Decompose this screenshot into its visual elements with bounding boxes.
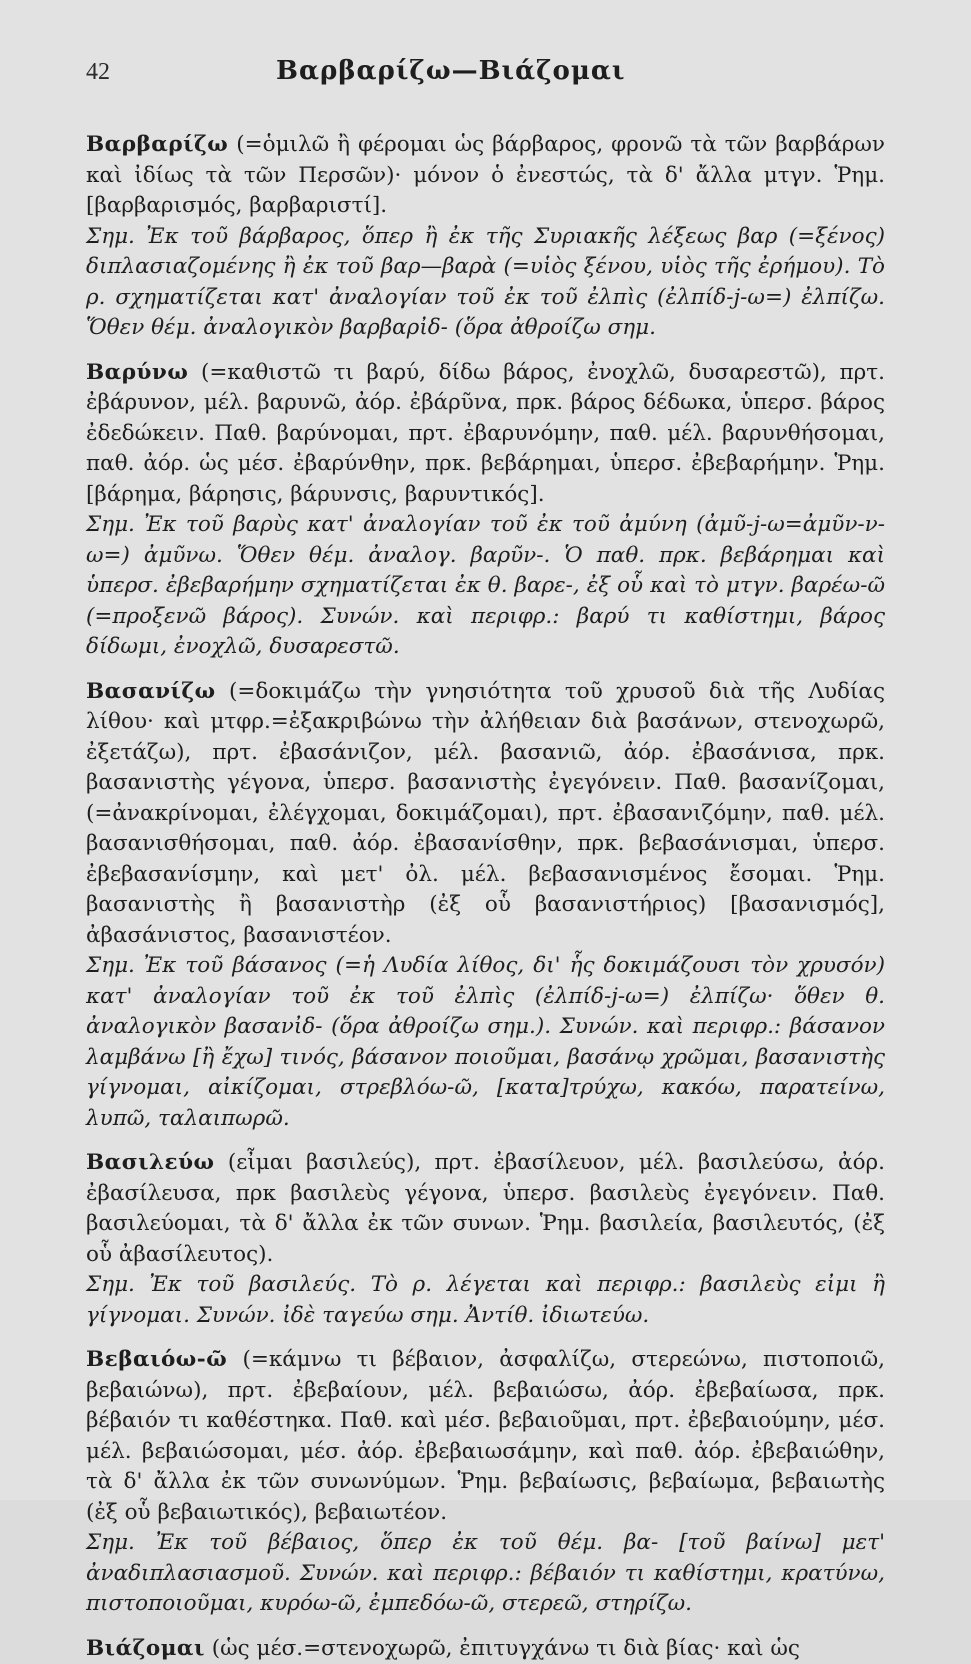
entry-note: Σημ. Ἐκ τοῦ βασιλεύς. Τὸ ρ. λέγεται καὶ περιφρ.: βασιλεὺς εἰμι ἢ γίγνομαι. Συνών. ἰδὲ ταγεύω σημ. Ἀντίθ. ἰδιωτεύω. [86, 1270, 885, 1331]
entry-basanizo [86, 677, 885, 1135]
entry-body: (ὡς μέσ.=στενοχωρῶ, ἐπιτυγχάνω τι διὰ βίας· καὶ ὡς [205, 1636, 800, 1661]
entry-baryno [86, 358, 885, 663]
entry-text [86, 677, 885, 952]
entry-note: Σημ. Ἐκ τοῦ βαρὺς κατ' ἀναλογίαν τοῦ ἐκ τοῦ ἀμύνη (ἀμῦ-j-ω=ἀμῦν-ν-ω=) ἀμῦνω. Ὅθεν θέμ. ἀναλογ. βαρῦν-. Ὁ παθ. πρκ. βεβάρημαι καὶ ὑπερσ. ἐβεβαρήμην σχηματίζεται ἐκ θ. βαρε-, ἐξ οὗ καὶ τὸ μτγν. βαρέω-ῶ (=προξενῶ βάρος). Συνών. καὶ περιφρ.: βαρύ τι καθίστημι, βάρος δίδωμι, ἐνοχλῶ, δυσαρεστῶ. [86, 510, 885, 663]
entry-note: Σημ. Ἐκ τοῦ βάρβαρος, ὅπερ ἢ ἐκ τῆς Συριακῆς λέξεως βαρ (=ξένος) διπλασιαζομένης ἢ ἐκ τοῦ βαρ—βαρὰ (=υἱὸς ξένου, υἱὸς τῆς ἐρήμου). Τὸ ρ. σχηματίζεται κατ' ἀναλογίαν τοῦ ἐκ τοῦ ἐλπὶς (ἐλπίδ-j-ω=) ἐλπίζω. Ὅθεν θέμ. ἀναλογικὸν βαρβαρἰδ- (ὅρα ἀθροίζω σημ. [86, 222, 885, 344]
headword: Βαρύνω [86, 360, 188, 385]
running-head: Βαρβαρίζω—Βιάζομαι [276, 56, 626, 86]
entry-basileuo [86, 1148, 885, 1331]
entry-biazomai [86, 1634, 885, 1664]
entry-text [86, 358, 885, 511]
entry-text [86, 1148, 885, 1270]
page-header [86, 56, 885, 104]
entry-text [86, 1634, 885, 1664]
entry-body: (=ὁμιλῶ ἢ φέρομαι ὡς βάρβαρος, φρονῶ τὰ τῶν βαρβάρων καὶ ἰδίως τὰ τῶν Περσῶν)· μόνον ὁ ἐνεστώς, τὰ δ' ἄλλα μτγν. Ῥημ. [βαρβαρισμός, βαρβαριστί]. [86, 132, 885, 218]
entry-barbarizo [86, 130, 885, 344]
entries-list [86, 130, 885, 1664]
headword: Βασανίζω [86, 679, 216, 704]
headword: Βαρβαρίζω [86, 132, 228, 157]
entry-body: (εἶμαι βασιλεύς), πρτ. ἐβασίλευον, μέλ. βασιλεύσω, ἀόρ. ἐβασίλευσα, πρκ βασιλεὺς γέγονα, ὑπερσ. βασιλεὺς ἐγεγόνειν. Παθ. βασιλεύομαι, τὰ δ' ἄλλα ἐκ τῶν συνων. Ῥημ. βασιλεία, βασιλευτός, (ἐξ οὗ ἀβασίλευτος). [86, 1150, 885, 1267]
entry-text [86, 1345, 885, 1528]
entry-body: (=κάμνω τι βέβαιον, ἀσφαλίζω, στερεώνω, πιστοποιῶ, βεβαιώνω), πρτ. ἐβεβαίουν, μέλ. βεβαιώσω, ἀόρ. ἐβεβαίωσα, πρκ. βέβαιόν τι καθέστηκα. Παθ. καὶ μέσ. βεβαιοῦμαι, πρτ. ἐβεβαιούμην, μέσ. μέλ. βεβαιώσομαι, μέσ. ἀόρ. ἐβεβαιωσάμην, καὶ παθ. ἀόρ. ἐβεβαιώθην, τὰ δ' ἄλλα ἐκ τῶν συνωνύμων. Ῥημ. βεβαίωσις, βεβαίωμα, βεβαιωτὴς (ἐξ οὗ βεβαιωτικός), βεβαιωτέον. [86, 1347, 885, 1525]
page-number: 42 [86, 59, 146, 86]
entry-bebaioo [86, 1345, 885, 1620]
entry-text [86, 130, 885, 222]
entry-note: Σημ. Ἐκ τοῦ βέβαιος, ὅπερ ἐκ τοῦ θέμ. βα- [τοῦ βαίνω] μετ' ἀναδιπλασιασμοῦ. Συνών. καὶ περιφρ.: βέβαιόν τι καθίστημι, κρατύνω, πιστοποιοῦμαι, κυρόω-ῶ, ἐμπεδόω-ῶ, στερεῶ, στηρίζω. [86, 1528, 885, 1620]
entry-note: Σημ. Ἐκ τοῦ βάσανος (=ἡ Λυδία λίθος, δι' ἧς δοκιμάζουσι τὸν χρυσόν) κατ' ἀναλογίαν τοῦ ἐκ τοῦ ἐλπὶς (ἐλπίδ-j-ω=) ἐλπίζω· ὅθεν θ. ἀναλογικὸν βασανἰδ- (ὅρα ἀθροίζω σημ.). Συνών. καὶ περιφρ.: βάσανον λαμβάνω [ἢ ἔχω] τινός, βάσανον ποιοῦμαι, βασάνῳ χρῶμαι, βασανιστὴς γίγνομαι, αἰκίζομαι, στρεβλόω-ῶ, [κατα]τρύχω, κακόω, παρατείνω, λυπῶ, ταλαιπωρῶ. [86, 951, 885, 1134]
headword: Βιάζομαι [86, 1636, 205, 1661]
entry-body: (=δοκιμάζω τὴν γνησιότητα τοῦ χρυσοῦ διὰ τῆς Λυδίας λίθου· καὶ μτφρ.=ἐξακριβώνω τὴν ἀλήθειαν διὰ βασάνων, στενοχωρῶ, ἐξετάζω), πρτ. ἐβασάνιζον, μέλ. βασανιῶ, ἀόρ. ἐβασάνισα, πρκ. βασανιστὴς γέγονα, ὑπερσ. βασανιστὴς ἐγεγόνειν. Παθ. βασανίζομαι, (=ἀνακρίνομαι, ἐλέγχομαι, δοκιμάζομαι), πρτ. ἐβασανιζόμην, παθ. μέλ. βασανισθήσομαι, παθ. ἀόρ. ἐβασανίσθην, πρκ. βεβασάνισμαι, ὑπερσ. ἐβεβασανίσμην, καὶ μετ' ὀλ. μέλ. βεβασανισμένος ἔσομαι. Ῥημ. βασανιστὴς ἢ βασανιστὴρ (ἐξ οὗ βασανιστήριος) [βασανισμός], ἀβασάνιστος, βασανιστέον. [86, 679, 885, 948]
headword: Βασιλεύω [86, 1150, 215, 1175]
headword: Βεβαιόω-ῶ [86, 1347, 227, 1372]
entry-body: (=καθιστῶ τι βαρύ, δίδω βάρος, ἐνοχλῶ, δυσαρεστῶ), πρτ. ἐβάρυνον, μέλ. βαρυνῶ, ἀόρ. ἐβάρῦνα, πρκ. βάρος δέδωκα, ὑπερσ. βάρος ἐδεδώκειν. Παθ. βαρύνομαι, πρτ. ἐβαρυνόμην, παθ. μέλ. βαρυνθήσομαι, παθ. ἀόρ. ὡς μέσ. ἐβαρύνθην, πρκ. βεβάρημαι, ὑπερσ. ἐβεβαρήμην. Ῥημ. [βάρημα, βάρησις, βάρυνσις, βαρυντικός]. [86, 360, 885, 507]
